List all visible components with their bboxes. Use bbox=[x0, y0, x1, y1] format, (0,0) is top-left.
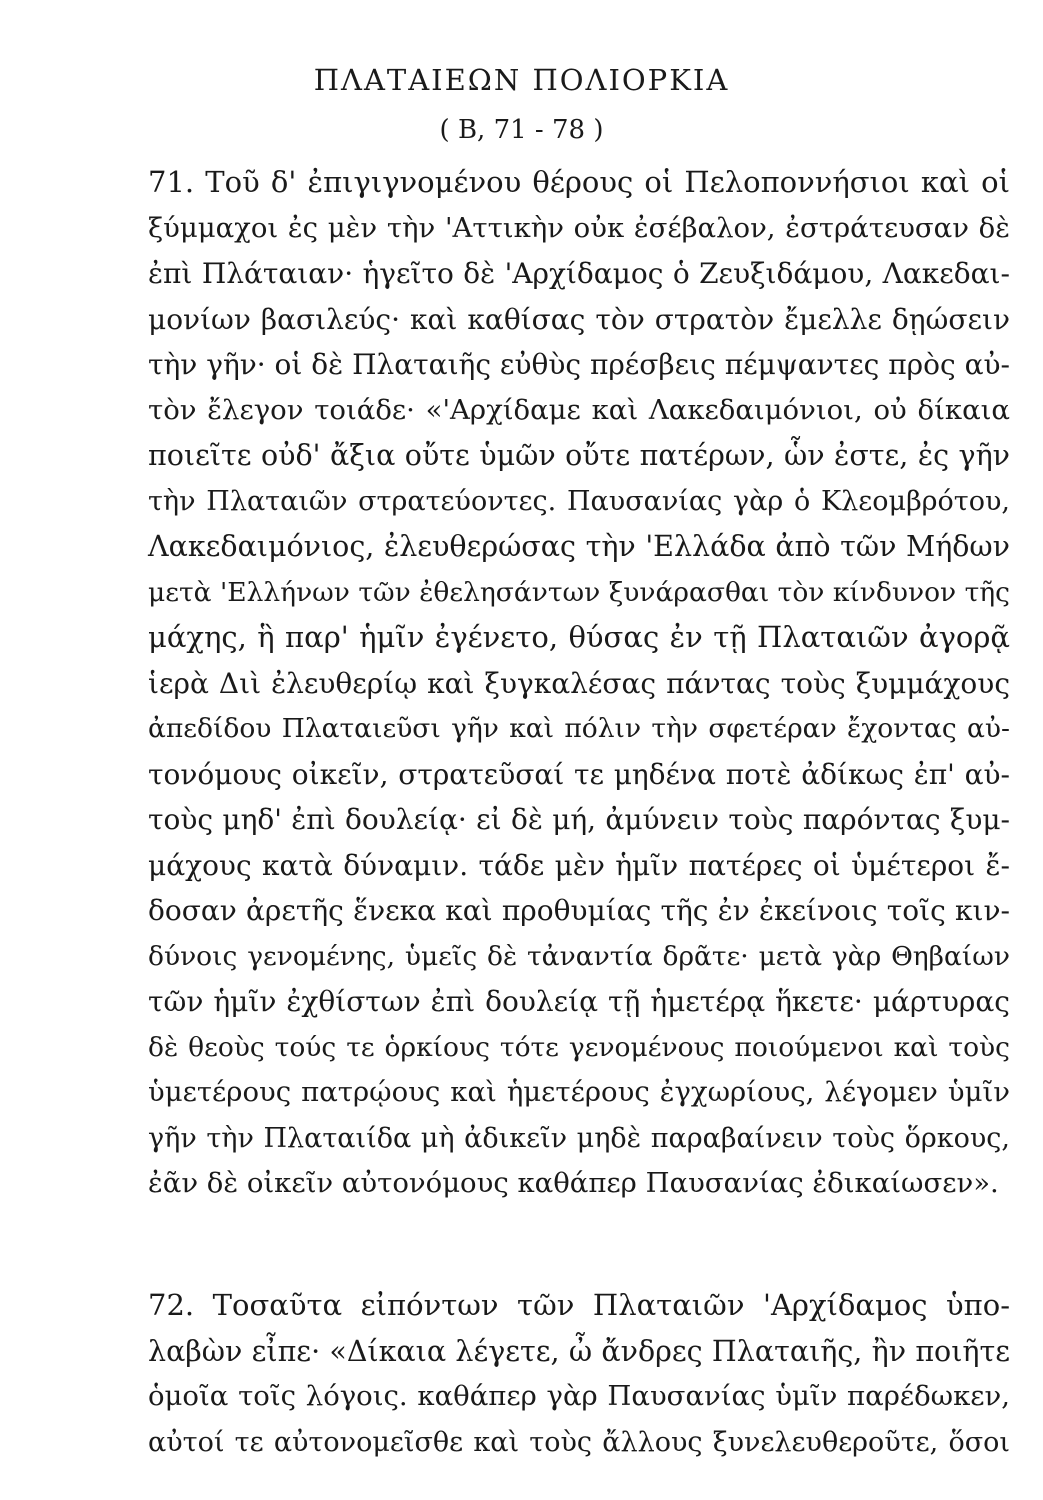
text-line: ὑμετέρους πατρῴους καὶ ἡμετέρους ἐγχωρίους, λέγομεν ὑμῖν bbox=[148, 1076, 1010, 1108]
text-line: ἱερὰ Διὶ ἐλευθερίῳ καὶ ξυγκαλέσας πάντας τοὺς ξυμμάχους bbox=[148, 666, 1010, 700]
text-line: μάχους κατὰ δύναμιν. τάδε μὲν ἡμῖν πατέρες οἱ ὑμέτεροι ἔ- bbox=[148, 848, 1010, 882]
text-line: τὴν Πλαταιῶν στρατεύοντες. Παυσανίας γὰρ ὁ Κλεομβρότου, bbox=[148, 485, 1010, 517]
text-line: αὐτοί τε αὐτονομεῖσθε καὶ τοὺς ἄλλους ξυνελευθεροῦτε, ὅσοι bbox=[148, 1426, 1010, 1458]
text-line: ἀπεδίδου Πλαταιεῦσι γῆν καὶ πόλιν τὴν σφετέραν ἔχοντας αὐ- bbox=[148, 713, 1010, 744]
text-line: δοσαν ἀρετῆς ἕνεκα καὶ προθυμίας τῆς ἐν ἐκείνοις τοῖς κιν- bbox=[148, 894, 1010, 927]
text-line: ποιεῖτε οὐδ' ἄξια οὔτε ὑμῶν οὔτε πατέρων, ὧν ἐστε, ἐς γῆν bbox=[148, 439, 1010, 472]
text-line: τὸν ἔλεγον τοιάδε· «'Αρχίδαμε καὶ Λακεδαιμόνιοι, οὐ δίκαια bbox=[148, 393, 1010, 426]
text-line: μάχης, ἣ παρ' ἡμῖν ἐγένετο, θύσας ἐν τῇ Πλαταιῶν ἀγορᾷ bbox=[148, 620, 1010, 654]
text-line: ὁμοῖα τοῖς λόγοις. καθάπερ γὰρ Παυσανίας ὑμῖν παρέδωκεν, bbox=[148, 1380, 1010, 1412]
text-line: δύνοις γενομένης, ὑμεῖς δὲ τἀναντία δρᾶτε· μετὰ γὰρ Θηβαίων bbox=[148, 940, 1010, 972]
text-line: ξύμμαχοι ἐς μὲν τὴν 'Αττικὴν οὐκ ἐσέβαλον, ἐστράτευσαν δὲ bbox=[148, 211, 1010, 244]
text-line: τὴν γῆν· οἱ δὲ Πλαταιῆς εὐθὺς πρέσβεις πέμψαντες πρὸς αὐ- bbox=[148, 348, 1010, 381]
chapter-reference: ( Β, 71 - 78 ) bbox=[439, 115, 604, 145]
text-line: λαβὼν εἶπε· «Δίκαια λέγετε, ὦ ἄνδρες Πλαταιῆς, ἢν ποιῆτε bbox=[148, 1334, 1010, 1368]
text-line: τοὺς μηδ' ἐπὶ δουλείᾳ· εἰ δὲ μή, ἀμύνειν τοὺς παρόντας ξυμ- bbox=[148, 803, 1010, 836]
paragraph-71 bbox=[148, 160, 1010, 1207]
text-line: γῆν τὴν Πλαταιίδα μὴ ἀδικεῖν μηδὲ παραβαίνειν τοὺς ὅρκους, bbox=[148, 1122, 1010, 1154]
text-line: Λακεδαιμόνιος, ἐλευθερώσας τὴν 'Ελλάδα ἀπὸ τῶν Μήδων bbox=[148, 530, 1010, 563]
text-line: 72. Τοσαῦτα εἰπόντων τῶν Πλαταιῶν 'Αρχίδαμος ὑπο- bbox=[148, 1288, 1010, 1322]
paragraph-72 bbox=[148, 1283, 1010, 1465]
text-line: μετὰ 'Ελλήνων τῶν ἐθελησάντων ξυνάρασθαι τὸν κίνδυνον τῆς bbox=[148, 576, 1010, 608]
text-line: τῶν ἡμῖν ἐχθίστων ἐπὶ δουλείᾳ τῇ ἡμετέρᾳ ἥκετε· μάρτυρας bbox=[148, 985, 1010, 1018]
text-line: ἐπὶ Πλάταιαν· ἡγεῖτο δὲ 'Αρχίδαμος ὁ Ζευξιδάμου, Λακεδαι- bbox=[148, 257, 1010, 290]
text-line: 71. Τοῦ δ' ἐπιγιγνομένου θέρους οἱ Πελοποννήσιοι καὶ οἱ bbox=[148, 165, 1010, 199]
text-line: μονίων βασιλεύς· καὶ καθίσας τὸν στρατὸν ἔμελλε δῃώσειν bbox=[148, 302, 1010, 336]
text-line: ἐᾶν δὲ οἰκεῖν αὐτονόμους καθάπερ Παυσανίας ἐδικαίωσεν». bbox=[148, 1167, 999, 1199]
page-title: ΠΛΑΤΑΙΕΩΝ ΠΟΛΙΟΡΚΙΑ bbox=[313, 63, 730, 97]
text-line: τονόμους οἰκεῖν, στρατεῦσαί τε μηδένα ποτὲ ἀδίκως ἐπ' αὐ- bbox=[148, 757, 1010, 791]
text-line: δὲ θεοὺς τούς τε ὁρκίους τότε γενομένους ποιούμενοι καὶ τοὺς bbox=[148, 1031, 1010, 1063]
